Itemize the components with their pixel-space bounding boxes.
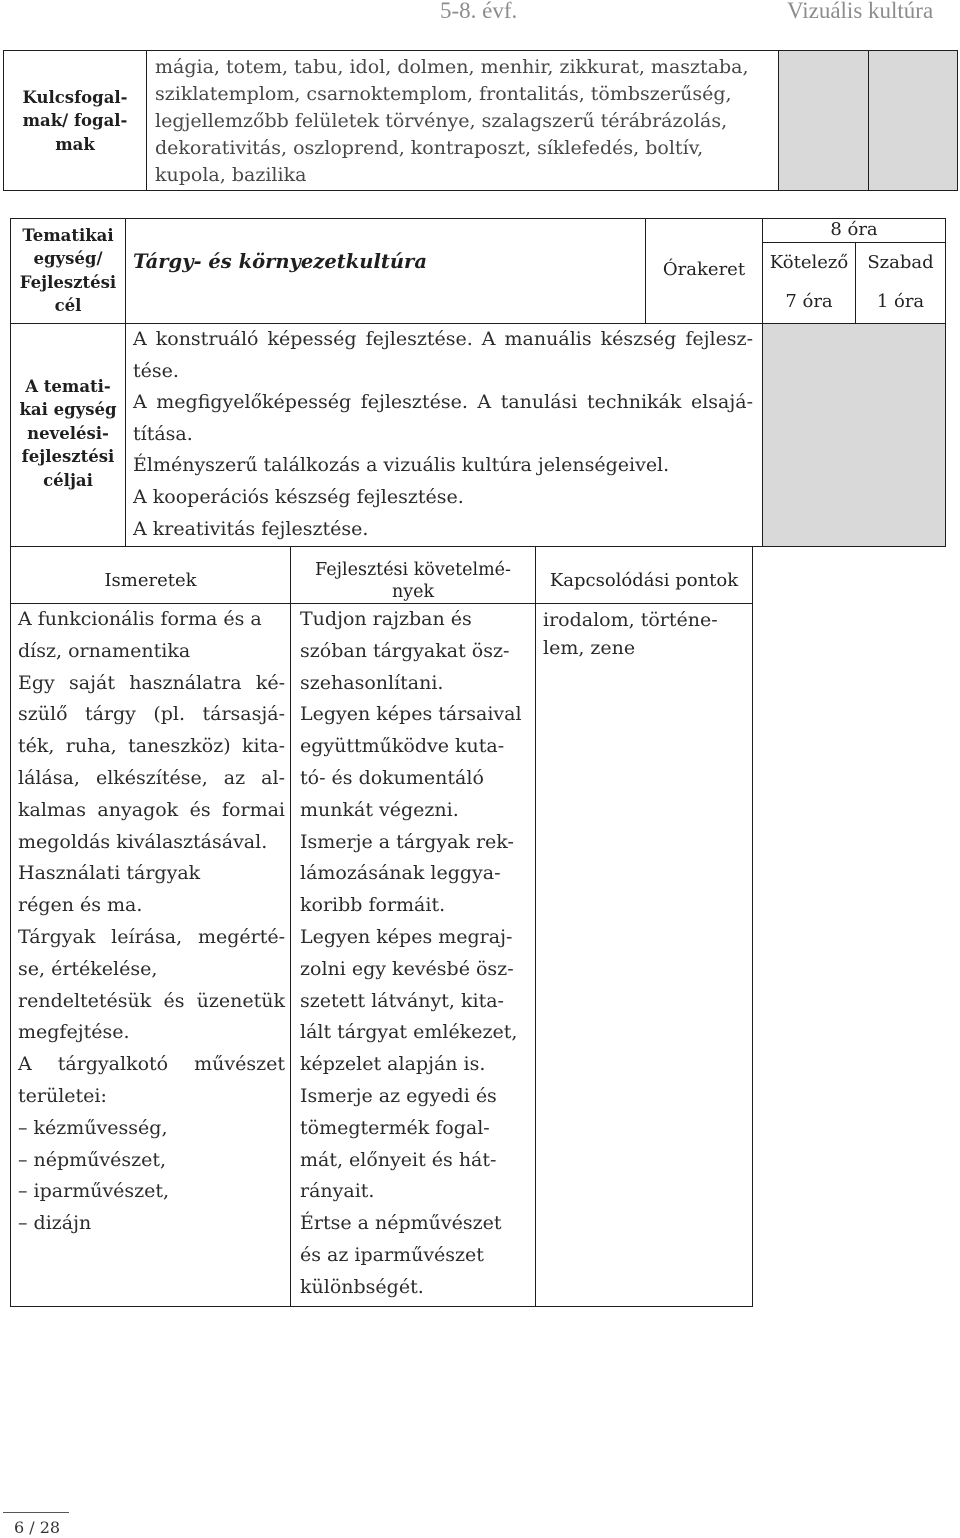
- goals-cell: [125, 323, 763, 547]
- knowledge-header-cell: [10, 546, 291, 604]
- knowledge-header: Ismeretek: [104, 570, 197, 591]
- knowledge-text: [18, 604, 285, 1240]
- connections-cell: [535, 603, 753, 1307]
- mandatory-label: Kötelező: [769, 252, 849, 273]
- goals-label-line: A temati-: [25, 377, 111, 396]
- requirements-line: mát, előnyeit és hát-: [300, 1148, 497, 1171]
- connections-header-cell: [535, 546, 753, 604]
- requirements-line: Ismerje az egyedi és: [300, 1084, 497, 1107]
- requirements-header-cell: [290, 546, 536, 604]
- free-label: Szabad: [867, 252, 934, 273]
- requirements-line: tó- és dokumentáló: [300, 766, 484, 789]
- key-concepts-line: legjellemzőbb felületek törvénye, szalagszerű térábrázolás,: [155, 110, 728, 132]
- requirements-line: Tudjon rajzban és: [300, 608, 472, 630]
- requirements-header-line: Fejlesztési követelmé-: [315, 560, 511, 580]
- requirements-line: munkát végezni.: [300, 798, 459, 821]
- knowledge-list-item: – kézművesség,: [18, 1116, 168, 1139]
- goals-line: tése.: [133, 359, 179, 382]
- knowledge-line: A funkcionális forma és a: [18, 608, 262, 630]
- connections-text: [543, 606, 748, 662]
- requirements-line: Legyen képes megraj-: [300, 925, 513, 948]
- goals-line: A megfigyelőképesség fejlesztése. A tanulási technikák elsajá-: [133, 391, 753, 414]
- requirements-line: képzelet alapján is.: [300, 1053, 486, 1076]
- key-concepts-label: [4, 86, 146, 156]
- requirements-line: lámozásának leggya-: [300, 862, 501, 885]
- key-concepts-line: mágia, totem, tabu, idol, dolmen, menhir, zikkurat, masztaba,: [155, 56, 749, 78]
- key-concepts-line: dekorativitás, oszloprend, kontraposzt, síklefedés, boltív,: [155, 137, 704, 159]
- knowledge-line: ték, ruha, taneszköz) kita-: [18, 735, 285, 758]
- knowledge-line: kalmas anyagok és formai: [18, 798, 285, 821]
- knowledge-line: dísz, ornamentika: [18, 639, 191, 662]
- page-number: 6 / 28: [14, 1518, 61, 1537]
- key-concepts-label-line: mak/ fogal-: [22, 111, 128, 131]
- goals-line: A kreativitás fejlesztése.: [133, 517, 369, 540]
- requirements-line: szehasonlítani.: [300, 671, 444, 694]
- requirements-line: tömegtermék fogal-: [300, 1116, 490, 1139]
- goals-line: Élményszerű találkozás a vizuális kultúra jelenségeivel.: [133, 454, 670, 477]
- hours-total-cell: [762, 218, 946, 243]
- goals-line: A konstruáló képesség fejlesztése. A manuális készség fejlesz-: [133, 328, 753, 350]
- knowledge-list-item: – népművészet,: [18, 1148, 167, 1171]
- knowledge-line: megoldás kiválasztásával.: [18, 830, 268, 853]
- requirements-line: szóban tárgyakat ösz-: [300, 639, 510, 662]
- footer-rule: [3, 1512, 69, 1513]
- knowledge-list-item: – iparművészet,: [18, 1180, 170, 1203]
- requirements-text: [300, 604, 532, 1304]
- header-subject: Vizuális kultúra: [787, 0, 934, 23]
- key-concepts-shaded-cell: [778, 50, 869, 191]
- requirements-line: szetett látványt, kita-: [300, 989, 504, 1012]
- unit-title-cell: [125, 218, 646, 324]
- knowledge-list-item: – dizájn: [18, 1212, 92, 1235]
- key-concepts-cell: [146, 50, 779, 191]
- goals-label-line: fejlesztési: [21, 447, 115, 467]
- knowledge-line: Használati tárgyak: [18, 862, 201, 885]
- knowledge-line: területei:: [18, 1084, 107, 1107]
- knowledge-line: Tárgyak leírása, megérté-: [18, 925, 285, 948]
- knowledge-line: régen és ma.: [18, 894, 143, 917]
- key-concepts-text: [155, 54, 749, 189]
- unit-label-line: egység/: [33, 249, 103, 269]
- requirements-line: rányait.: [300, 1180, 375, 1203]
- goals-line: títása.: [133, 422, 193, 445]
- knowledge-line: Egy saját használatra ké-: [18, 671, 285, 694]
- unit-label-cell: [10, 218, 126, 324]
- requirements-line: koribb formáit.: [300, 894, 446, 917]
- unit-label-line: cél: [54, 296, 82, 316]
- knowledge-line: rendeltetésük és üzenetük: [18, 989, 285, 1012]
- hours-label: Órakeret: [662, 259, 746, 280]
- goals-label-line: céljai: [43, 470, 93, 490]
- requirements-line: Legyen képes társaival: [300, 703, 522, 726]
- key-concepts-shaded-cell: [868, 50, 958, 191]
- hours-total: 8 óra: [830, 219, 878, 240]
- goals-shaded-cell: [762, 323, 946, 547]
- mandatory-hours: 7 óra: [785, 291, 833, 312]
- goals-text: [133, 324, 753, 545]
- unit-label-line: Fejlesztési: [19, 272, 117, 292]
- free-hours: 1 óra: [876, 291, 925, 312]
- hours-label-cell: [645, 218, 763, 324]
- knowledge-line: A tárgyalkotó művészet: [18, 1053, 285, 1076]
- requirements-line: lált tárgyat emlékezet,: [300, 1021, 518, 1044]
- free-hours-cell: [855, 242, 946, 324]
- goals-label: [11, 375, 125, 492]
- goals-label-cell: [10, 323, 126, 547]
- requirements-cell: [290, 603, 536, 1307]
- unit-label-line: Tematikai: [22, 226, 114, 245]
- unit-label: [11, 224, 125, 318]
- goals-line: A kooperációs készség fejlesztése.: [133, 485, 464, 508]
- key-concepts-label-cell: [3, 50, 147, 191]
- mandatory-hours-cell: [762, 242, 856, 324]
- requirements-line: együttműködve kuta-: [300, 735, 505, 758]
- requirements-line: Ismerje a tárgyak rek-: [300, 830, 514, 853]
- requirements-line: különbségét.: [300, 1275, 424, 1298]
- requirements-line: zolni egy kevésbé ösz-: [300, 957, 514, 980]
- header-grade: 5-8. évf.: [440, 0, 518, 23]
- goals-label-line: kai egység: [19, 400, 117, 420]
- key-concepts-line: kupola, bazilika: [155, 164, 307, 186]
- goals-label-line: nevelési-: [27, 423, 109, 443]
- knowledge-line: lálása, elkészítése, az al-: [18, 766, 285, 789]
- knowledge-cell: [10, 603, 291, 1307]
- connections-header: Kapcsolódási pontok: [549, 570, 739, 591]
- requirements-line: és az iparművészet: [300, 1243, 484, 1266]
- knowledge-line: se, értékelése,: [18, 957, 158, 980]
- key-concepts-label-line: Kulcsfogal-: [22, 88, 128, 107]
- requirements-header-line: nyek: [391, 582, 435, 602]
- requirements-line: Értse a népművészet: [300, 1212, 502, 1235]
- running-header: [0, 0, 960, 24]
- connections-line: lem, zene: [543, 637, 636, 659]
- key-concepts-line: sziklatemplom, csarnoktemplom, frontalitás, tömbszerűség,: [155, 83, 732, 105]
- unit-title: Tárgy- és környezetkultúra: [133, 250, 427, 273]
- connections-line: irodalom, történe-: [543, 609, 718, 631]
- requirements-header: [291, 559, 535, 603]
- key-concepts-label-line: mak: [55, 134, 95, 154]
- knowledge-line: szülő tárgy (pl. társasjá-: [18, 703, 285, 726]
- knowledge-line: megfejtése.: [18, 1021, 130, 1044]
